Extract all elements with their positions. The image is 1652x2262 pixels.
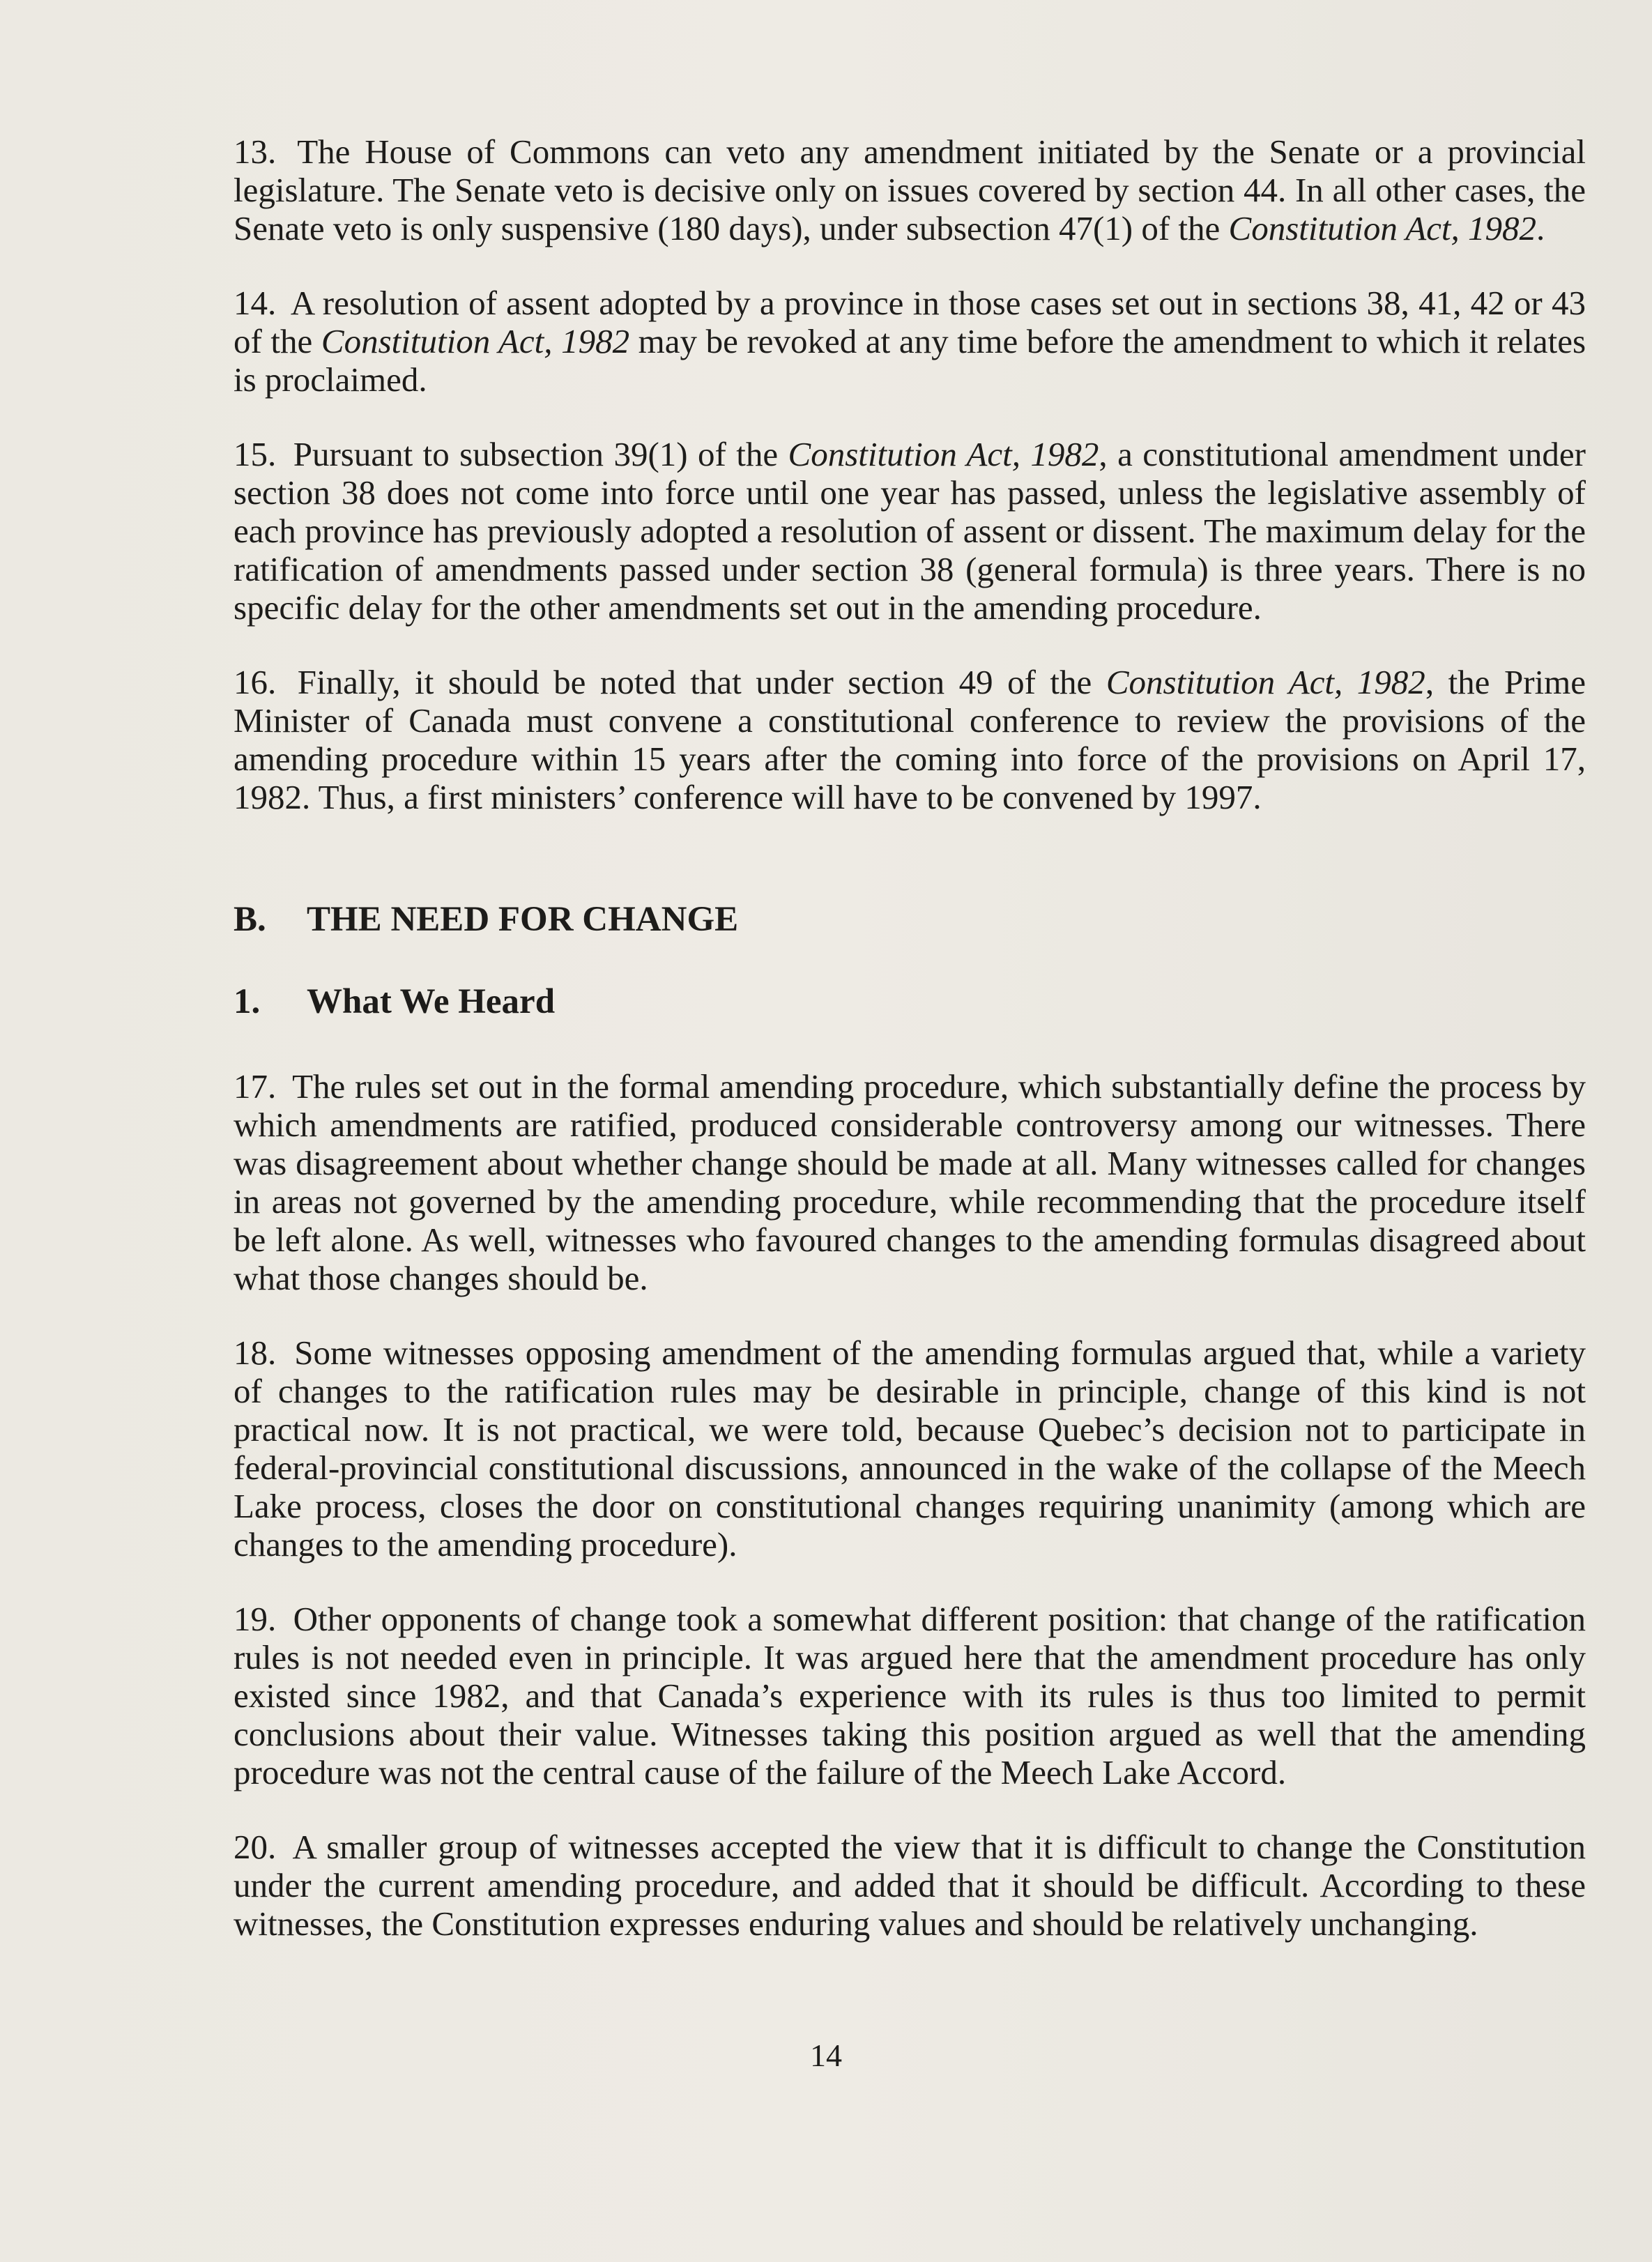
paragraph-number: 19.	[234, 1600, 277, 1638]
paragraph-tail: , the Prime Minister of Canada must convene a constitutional conference to review the provisions of the amending procedure within 15 years after the coming into force of the provisions on April 17, 1982. Thus, a first ministers’ conference will have to be convened by 1997.	[234, 663, 1586, 816]
subsection-title: What We Heard	[307, 982, 556, 1021]
page-content	[234, 132, 1586, 1979]
paragraph-number: 13.	[234, 132, 277, 171]
italic-citation: Constitution Act, 1982	[1228, 209, 1537, 247]
paragraph-19	[234, 1600, 1586, 1791]
paragraph-tail: , a constitutional amendment under section 38 does not come into force until one year has passed, unless the legislative assembly of each province has previously adopted a resolution of assent or dissent. The maximum delay for the ratification of amendments passed under section 38 (general formula) is three years. There is no specific delay for the other amendments set out in the amending procedure.	[234, 435, 1586, 627]
paragraph-text: The rules set out in the formal amending procedure, which substantially define the process by which amendments are ratified, produced considerable controversy among our witnesses. There was disagreement about whether change should be made at all. Many witnesses called for changes in areas not governed by the amending procedure, while recommending that the procedure itself be left alone. As well, witnesses who favoured changes to the amending formulas disagreed about what those changes should be.	[234, 1067, 1586, 1297]
paragraph-number: 15.	[234, 435, 277, 473]
paragraph-tail: may be revoked at any time before the amendment to which it relates is proclaimed.	[234, 322, 1586, 399]
section-title: THE NEED FOR CHANGE	[307, 900, 739, 939]
paragraph-18	[234, 1333, 1586, 1564]
paragraph-17	[234, 1067, 1586, 1297]
paragraph-number: 20.	[234, 1828, 277, 1866]
paragraph-text: A smaller group of witnesses accepted the view that it is difficult to change the Constitution under the current amending procedure, and added that it should be difficult. According to these witnesses, the Constitution expresses enduring values and should be relatively unchanging.	[234, 1828, 1586, 1943]
paragraph-text: Pursuant to subsection 39(1) of the	[293, 435, 788, 473]
paragraph-text: Finally, it should be noted that under section 49 of the	[297, 663, 1106, 701]
italic-citation: Constitution Act, 1982	[1106, 663, 1425, 701]
subsection-number: 1.	[234, 982, 261, 1021]
paragraph-number: 16.	[234, 663, 277, 701]
section-letter: B.	[234, 900, 266, 939]
paragraph-tail: .	[1536, 209, 1545, 247]
paragraph-number: 18.	[234, 1333, 277, 1372]
italic-citation: Constitution Act, 1982	[321, 322, 630, 360]
paragraph-number: 17.	[234, 1067, 277, 1106]
page-number: 14	[810, 2038, 842, 2073]
paragraph-number: 14.	[234, 284, 277, 322]
paragraph-14	[234, 284, 1586, 399]
section-heading	[234, 899, 1586, 940]
paragraph-text: Other opponents of change took a somewhat different position: that change of the ratification rules is not needed even in principle. It was argued here that the amendment procedure has only existed since 1982, and that Canada’s experience with its rules is thus too limited to permit conclusions about their value. Witnesses taking this position argued as well that the amending procedure was not the central cause of the failure of the Meech Lake Accord.	[234, 1600, 1586, 1791]
paragraph-text: The House of Commons can veto any amendment initiated by the Senate or a provincial legislature. The Senate veto is decisive only on issues covered by section 44. In all other cases, the Senate veto is only suspensive (180 days), under subsection 47(1) of the	[234, 132, 1586, 247]
paragraph-15	[234, 435, 1586, 627]
paragraph-text: Some witnesses opposing amendment of the amending formulas argued that, while a variety of changes to the ratification rules may be desirable in principle, change of this kind is not practical now. It is not practical, we were told, because Quebec’s decision not to participate in federal-provincial constitutional discussions, announced in the wake of the collapse of the Meech Lake process, closes the door on constitutional changes requiring unanimity (among which are changes to the amending procedure).	[234, 1333, 1586, 1564]
paragraph-text: A resolution of assent adopted by a province in those cases set out in sections 38, 41, 42 or 43 of the	[234, 284, 1586, 360]
paragraph-20	[234, 1828, 1586, 1943]
subsection-heading	[234, 981, 1586, 1023]
paragraph-13	[234, 132, 1586, 247]
italic-citation: Constitution Act, 1982	[788, 435, 1099, 473]
paragraph-16	[234, 663, 1586, 816]
